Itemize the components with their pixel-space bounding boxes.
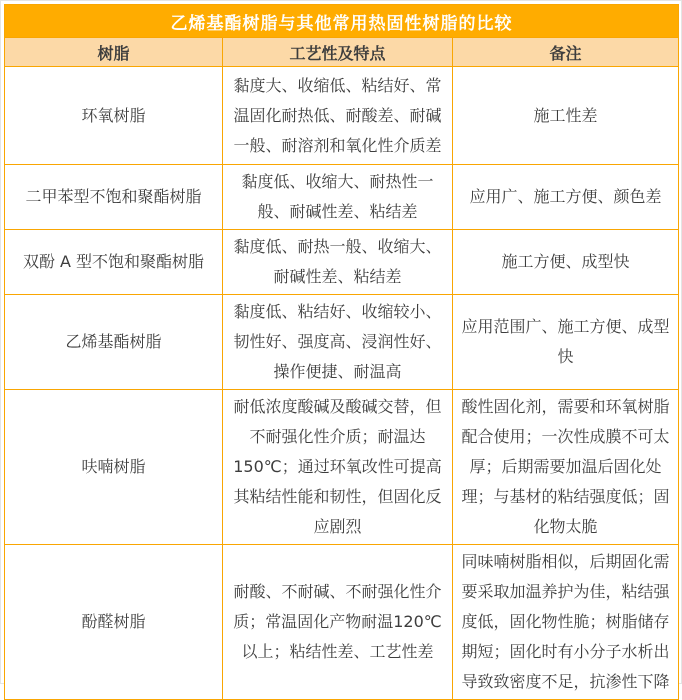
remark-cell: 同味喃树脂相似，后期固化需要采取加温养护为佳，粘结强度低，固化物性脆；树脂储存期短；固化时有小分子水析出导致致密度不足，抗渗性下降 [453, 545, 679, 700]
process-cell: 耐酸、不耐碱、不耐强化性介质；常温固化产物耐温120℃以上；粘结性差、工艺性差 [223, 545, 453, 700]
resin-name-cell: 乙烯基酯树脂 [5, 295, 223, 390]
resin-comparison-table [4, 4, 679, 700]
col-header-remark: 备注 [453, 38, 679, 67]
remark-cell: 应用范围广、施工方便、成型快 [453, 295, 679, 390]
process-cell: 黏度低、粘结好、收缩较小、韧性好、强度高、浸润性好、操作便捷、耐温高 [223, 295, 453, 390]
resin-name-cell: 双酚 A 型不饱和聚酯树脂 [5, 230, 223, 295]
table-row-phenolic [5, 545, 679, 700]
col-header-resin: 树脂 [5, 38, 223, 67]
title-row [5, 5, 679, 38]
remark-cell: 施工性差 [453, 67, 679, 165]
table-row-furan [5, 390, 679, 545]
process-cell: 黏度大、收缩低、粘结好、常温固化耐热低、耐酸差、耐碱一般、耐溶剂和氧化性介质差 [223, 67, 453, 165]
remark-cell: 酸性固化剂，需要和环氧树脂配合使用；一次性成膜不可太厚；后期需要加温后固化处理；与基材的粘结强度低；固化物太脆 [453, 390, 679, 545]
table-row-xylene-polyester [5, 165, 679, 230]
remark-cell: 应用广、施工方便、颜色差 [453, 165, 679, 230]
table-row-bisphenol-a-polyester [5, 230, 679, 295]
process-cell: 黏度低、耐热一般、收缩大、耐碱性差、粘结差 [223, 230, 453, 295]
remark-cell: 施工方便、成型快 [453, 230, 679, 295]
col-header-process: 工艺性及特点 [223, 38, 453, 67]
table-title: 乙烯基酯树脂与其他常用热固性树脂的比较 [5, 5, 679, 38]
process-cell: 耐低浓度酸碱及酸碱交替，但不耐强化性介质；耐温达150℃；通过环氧改性可提高其粘结性能和韧性，但固化反应剧烈 [223, 390, 453, 545]
resin-name-cell: 环氧树脂 [5, 67, 223, 165]
table-row-epoxy [5, 67, 679, 165]
resin-name-cell: 呋喃树脂 [5, 390, 223, 545]
header-row [5, 38, 679, 67]
table-row-vinyl-ester [5, 295, 679, 390]
resin-name-cell: 酚醛树脂 [5, 545, 223, 700]
process-cell: 黏度低、收缩大、耐热性一般、耐碱性差、粘结差 [223, 165, 453, 230]
resin-name-cell: 二甲苯型不饱和聚酯树脂 [5, 165, 223, 230]
